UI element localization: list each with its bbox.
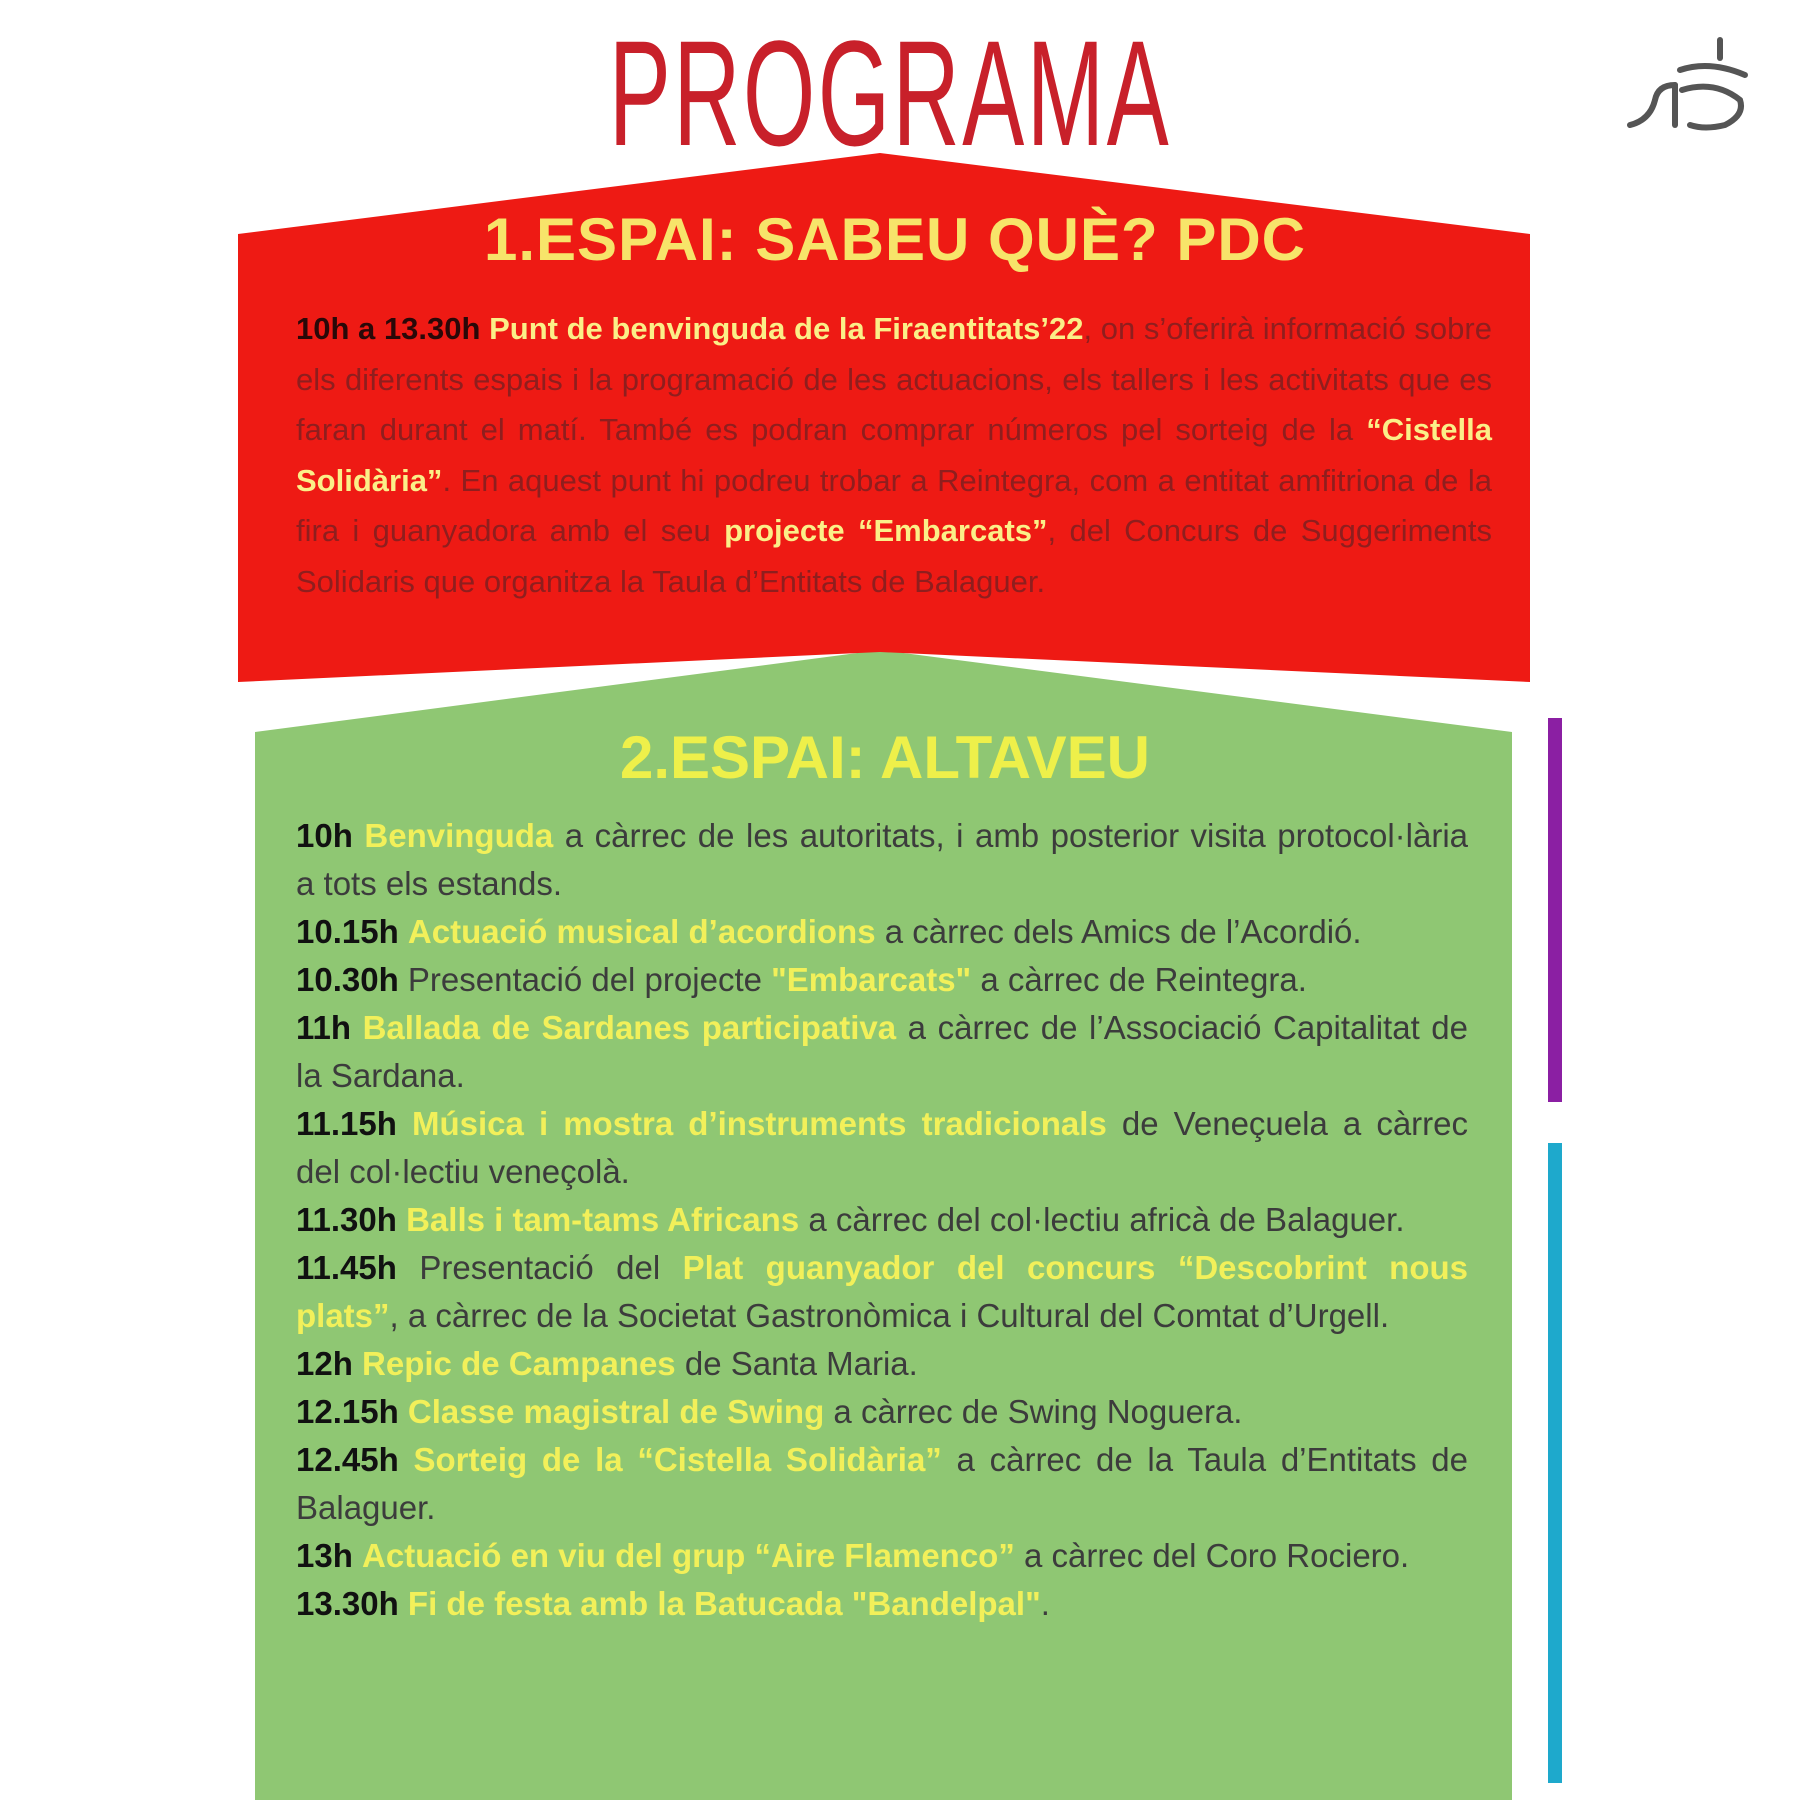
schedule-highlight: Plat guanyador del concurs “Descobrint nous plats” bbox=[296, 1249, 1469, 1334]
schedule-text: de Veneçuela a càrrec del col·lectiu veneçolà. bbox=[296, 1105, 1469, 1190]
schedule-text: a càrrec dels Amics de l’Acordió. bbox=[875, 913, 1362, 950]
schedule-time: 12.15h bbox=[296, 1393, 399, 1430]
schedule-time: 13h bbox=[296, 1537, 353, 1574]
section1-highlight-cistella: “Cistella Solidària” bbox=[296, 412, 1492, 498]
schedule-highlight: Música i mostra d’instruments tradicionals bbox=[412, 1105, 1107, 1142]
schedule-item bbox=[296, 1100, 1468, 1196]
section1-title: 1.ESPAI: SABEU QUÈ? PDC bbox=[483, 206, 1306, 273]
schedule-item bbox=[296, 1580, 1468, 1628]
schedule-item bbox=[296, 1388, 1468, 1436]
schedule-time: 11h bbox=[296, 1009, 352, 1046]
page-title: PROGRAMA bbox=[608, 9, 1172, 177]
schedule-highlight: Benvinguda bbox=[364, 817, 554, 854]
schedule-highlight: Actuació musical d’acordions bbox=[407, 913, 876, 950]
schedule-highlight: "Embarcats" bbox=[771, 961, 972, 998]
schedule-item bbox=[296, 1196, 1468, 1244]
schedule-time: 10.15h bbox=[296, 913, 399, 950]
schedule-item bbox=[296, 1004, 1468, 1100]
schedule-text: Presentació del bbox=[419, 1249, 683, 1286]
schedule-text: a càrrec de Swing Noguera. bbox=[824, 1393, 1243, 1430]
cyan-side-bar bbox=[1548, 1143, 1562, 1783]
schedule-text: de Santa Maria. bbox=[675, 1345, 918, 1382]
schedule-text: a càrrec de les autoritats, i amb posterior visita protocol·lària a tots els estands. bbox=[296, 817, 1469, 902]
schedule-time: 12.45h bbox=[296, 1441, 399, 1478]
schedule-highlight: Fi de festa amb la Batucada "Bandelpal" bbox=[407, 1585, 1041, 1622]
schedule-item bbox=[296, 956, 1468, 1004]
schedule-time: 11.30h bbox=[296, 1201, 397, 1238]
schedule-item bbox=[296, 908, 1468, 956]
schedule-highlight: Balls i tam-tams Africans bbox=[406, 1201, 800, 1238]
schedule-highlight: Actuació en viu del grup “Aire Flamenco” bbox=[362, 1537, 1015, 1574]
schedule-text: Presentació del projecte bbox=[407, 961, 772, 998]
schedule-item bbox=[296, 812, 1468, 908]
schedule-time: 12h bbox=[296, 1345, 353, 1382]
section1-body bbox=[296, 304, 1492, 607]
schedule-time: 13.30h bbox=[296, 1585, 399, 1622]
purple-side-bar bbox=[1548, 718, 1562, 1102]
section2-schedule-list bbox=[296, 812, 1468, 1628]
schedule-item bbox=[296, 1436, 1468, 1532]
schedule-highlight: Repic de Campanes bbox=[362, 1345, 676, 1382]
section1-text-2: . En aquest punt hi podreu trobar a Reintegra, com a entitat amfitriona de la fira i guanyadora amb el seu bbox=[296, 462, 1492, 548]
schedule-item bbox=[296, 1532, 1468, 1580]
schedule-item bbox=[296, 1340, 1468, 1388]
schedule-highlight: Sorteig de la “Cistella Solidària” bbox=[413, 1441, 942, 1478]
schedule-text: a càrrec del Coro Rociero. bbox=[1014, 1537, 1410, 1574]
schedule-text: a càrrec de la Taula d’Entitats de Balaguer. bbox=[296, 1441, 1468, 1526]
schedule-text: . bbox=[1040, 1585, 1050, 1622]
schedule-text: a càrrec del col·lectiu africà de Balaguer. bbox=[799, 1201, 1405, 1238]
section1-time: 10h a 13.30h bbox=[296, 311, 481, 346]
dove-logo-icon bbox=[1620, 30, 1770, 140]
section1-highlight-welcome: Punt de benvinguda de la Firaentitats’22 bbox=[489, 311, 1084, 346]
schedule-time: 11.15h bbox=[296, 1105, 397, 1142]
schedule-text: , a càrrec de la Societat Gastronòmica i Cultural del Comtat d’Urgell. bbox=[389, 1297, 1390, 1334]
schedule-text: a càrrec de Reintegra. bbox=[971, 961, 1307, 998]
section1-highlight-embarcats: projecte “Embarcats” bbox=[724, 513, 1048, 548]
schedule-highlight: Classe magistral de Swing bbox=[407, 1393, 825, 1430]
schedule-text: a càrrec de l’Associació Capitalitat de la Sardana. bbox=[296, 1009, 1468, 1094]
schedule-item bbox=[296, 1244, 1468, 1340]
section1-text-3: , del Concurs de Suggeriments Solidaris que organitza la Taula d’Entitats de Balaguer. bbox=[296, 513, 1492, 599]
schedule-time: 10.30h bbox=[296, 961, 399, 998]
section2-title: 2.ESPAI: ALTAVEU bbox=[619, 724, 1151, 791]
schedule-time: 10h bbox=[296, 817, 353, 854]
section1-text-1: , on s’oferirà informació sobre els diferents espais i la programació de les actuacions, els tallers i les activitats que es faran durant el matí. També es podran comprar números pel sorteig de la bbox=[296, 311, 1492, 447]
schedule-time: 11.45h bbox=[296, 1249, 397, 1286]
schedule-highlight: Ballada de Sardanes participativa bbox=[362, 1009, 897, 1046]
